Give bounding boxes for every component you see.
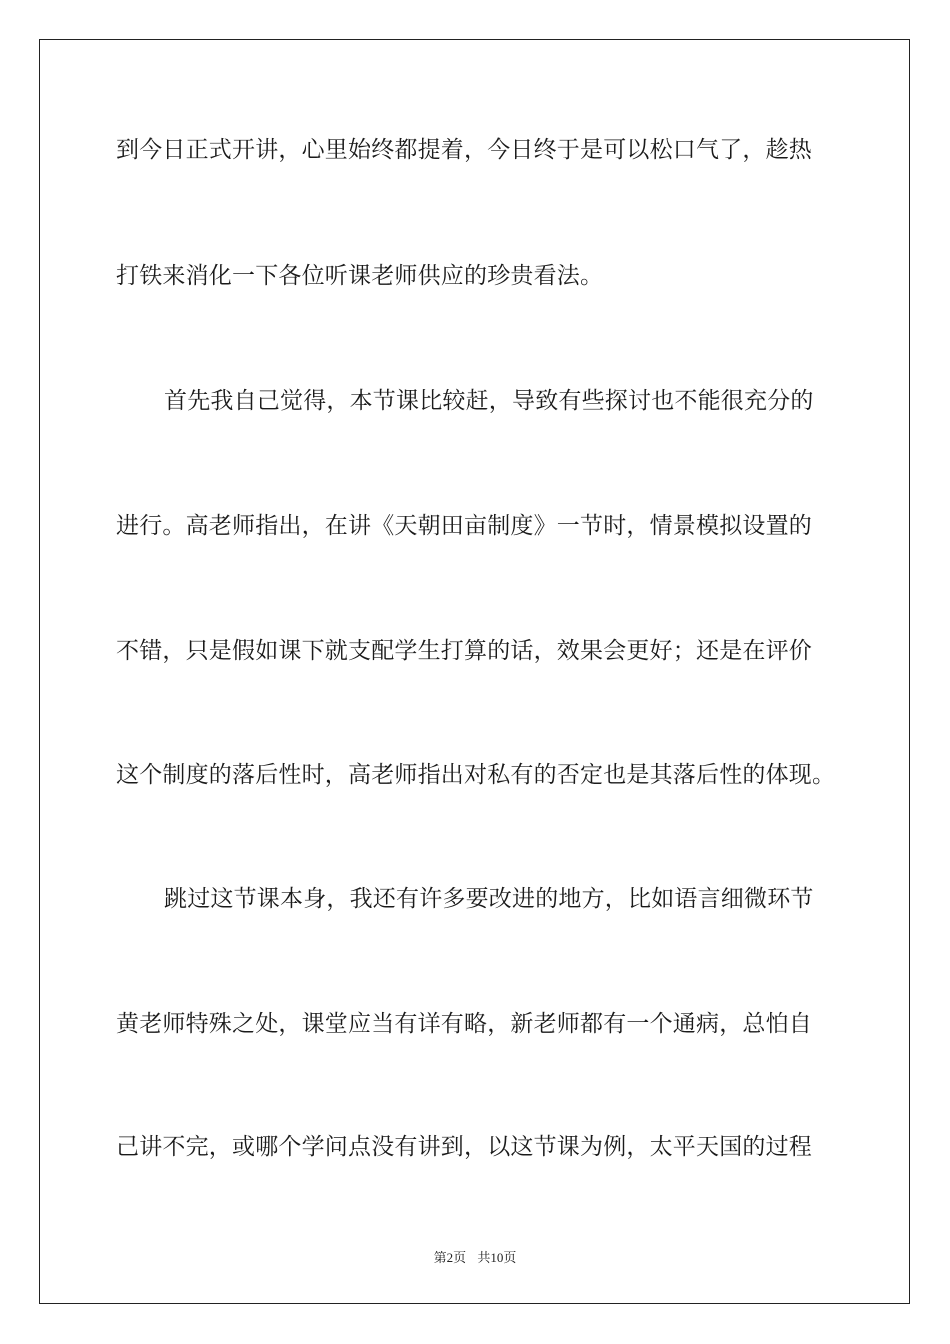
text-line: 这个制度的落后性时，高老师指出对私有的否定也是其落后性的体现。 (116, 762, 836, 788)
page-number: 第2页 (433, 1250, 467, 1265)
page-border (39, 39, 910, 1304)
text-line: 黄老师特殊之处，课堂应当有详有略，新老师都有一个通病，总怕自 (116, 1011, 812, 1037)
text-line: 不错，只是假如课下就支配学生打算的话，效果会更好；还是在评价 (116, 638, 812, 664)
text-line: 进行。高老师指出，在讲《天朝田亩制度》一节时，情景模拟设置的 (116, 513, 812, 539)
paragraph-start-line: 跳过这节课本身，我还有许多要改进的地方，比如语言细微环节 (164, 886, 814, 912)
page-footer (0, 1247, 950, 1266)
page-total: 共10页 (477, 1250, 517, 1265)
paragraph-start-line: 首先我自己觉得，本节课比较赶，导致有些探讨也不能很充分的 (164, 388, 814, 414)
text-line: 打铁来消化一下各位听课老师供应的珍贵看法。 (116, 263, 604, 289)
text-line: 己讲不完，或哪个学问点没有讲到，以这节课为例，太平天国的过程 (116, 1134, 812, 1160)
text-line: 到今日正式开讲，心里始终都提着，今日终于是可以松口气了，趁热 (116, 137, 812, 163)
